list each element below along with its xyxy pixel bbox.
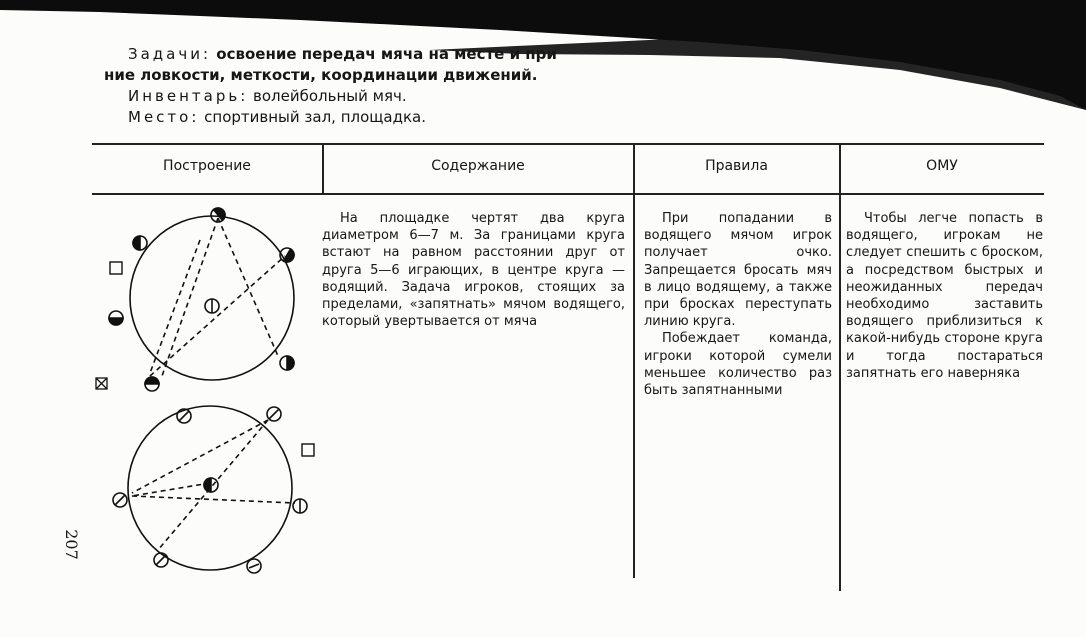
col-divider-3 xyxy=(839,143,841,591)
content-cell xyxy=(322,210,625,330)
omu-text: Чтобы легче попасть в водящего, игрокам не следует спешить с броском, а посредством быстрых и неожиданных передач необходимо заставить водящего приблизиться к какой-нибудь стороне круга и тогда постараться запятнать его наверняка xyxy=(846,211,1043,381)
table-top-rule xyxy=(92,143,1044,145)
rules-text-1: При попадании в водящего мячом игрок получает очко. Запрещается бросать мяч в лицо водящему, а также при бросках переступать линию круга. xyxy=(644,211,832,330)
circle-1 xyxy=(130,216,294,380)
inventory-label: Инвентарь: xyxy=(128,87,249,105)
tasks-label: Задачи: xyxy=(128,45,212,63)
content-text: На площадке чертят два круга диаметром 6—7 м. За границами круга встают на равном расстоянии друг от друга 5—6 играющих, в центре круга — водящий. Задача игроков, стоящих за пределами, «запятнать» мячом водящего, который увертывается от мяча xyxy=(322,211,625,330)
pass-lines-1 xyxy=(150,218,285,376)
header-content: Содержание xyxy=(431,158,525,174)
col-divider-2 xyxy=(633,143,635,578)
formation-diagram xyxy=(90,198,330,588)
inventory-line xyxy=(128,86,407,106)
header-omu: ОМУ xyxy=(926,158,958,174)
header-construction: Построение xyxy=(163,158,251,174)
players-circle-2 xyxy=(113,407,307,573)
header-rules: Правила xyxy=(705,158,768,174)
coach-marker-2 xyxy=(302,444,314,456)
place-label: Место: xyxy=(128,108,200,126)
table-header-rule xyxy=(92,193,1044,195)
players-circle-1 xyxy=(109,205,297,391)
coach-marker-1 xyxy=(110,262,122,274)
crossed-marker xyxy=(96,378,107,389)
tasks-line xyxy=(128,44,557,64)
page-number: 207 xyxy=(61,529,81,560)
pass-lines-2 xyxy=(132,420,295,550)
place-text: спортивный зал, площадка. xyxy=(204,108,426,126)
place-line xyxy=(128,107,426,127)
tasks-text: освоение передач мяча на месте и при xyxy=(216,45,557,63)
inventory-text: волейбольный мяч. xyxy=(253,87,407,105)
rules-text-2: Побеждает команда, игроки которой сумели меньшее количество раз быть запятнанными xyxy=(644,331,832,399)
omu-cell xyxy=(846,210,1043,382)
tasks-continuation: ние ловкости, меткости, координации движений. xyxy=(104,66,538,84)
rules-cell xyxy=(644,210,832,399)
